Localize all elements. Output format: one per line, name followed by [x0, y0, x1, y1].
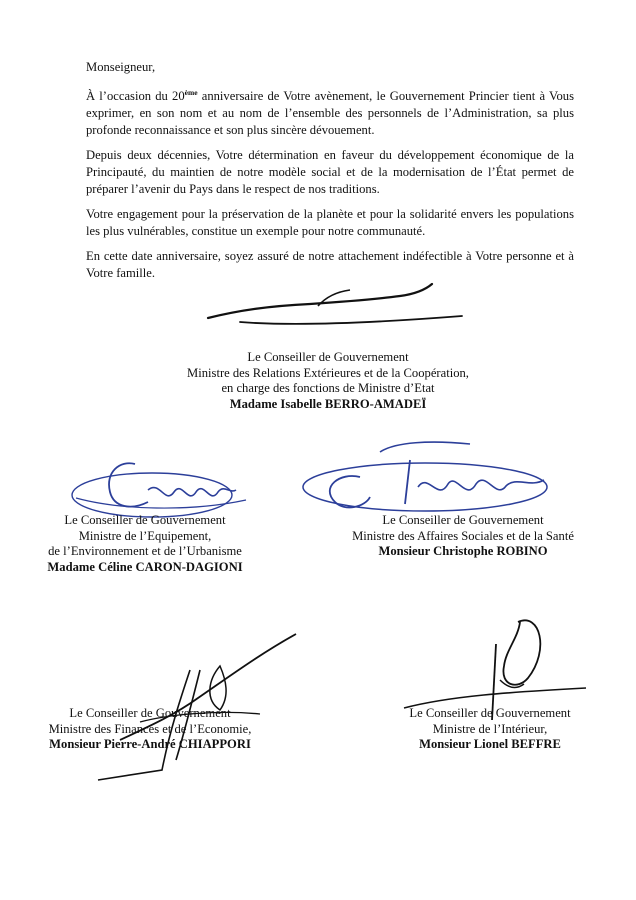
signatory-role: en charge des fonctions de Ministre d’Etat — [221, 381, 435, 395]
paragraph-1-start: À l’occasion du 20 — [86, 89, 185, 103]
signatory-name: Madame Céline CARON-DAGIONI — [47, 559, 243, 574]
signatory-name: Monsieur Pierre-André CHIAPPORI — [49, 737, 251, 751]
signatory-ministry: Ministre de l’Equipement, — [78, 528, 212, 543]
paragraph-1-rest: anniversaire de Votre avènement, le Gouvernement Princier tient à Vous exprimer, en son nom et au nom de l’ensemble des personnels de l’Administration, sa plus profonde reconnaissance et son plus sincère dévouement. — [86, 89, 574, 137]
signatory-caron — [40, 513, 250, 575]
signatory-name: Monsieur Christophe ROBINO — [378, 544, 548, 558]
signatory-chiappori — [40, 706, 260, 753]
paragraph-3: Votre engagement pour la préservation de la planète et pour la solidarité envers les populations les plus vulnérables, constitue un exemple pour notre communauté. — [86, 207, 574, 238]
signatory-ministry: Ministre des Finances et de l’Economie, — [48, 721, 252, 736]
paragraph-2: Depuis deux décennies, Votre détermination en faveur du développement économique de la Principauté, du maintien de notre modèle social et de la modernisation de l’État permet de préparer l’avenir du Pays dans le respect de nos traditions. — [86, 148, 574, 196]
signatory-berro — [168, 350, 488, 412]
paragraph-4: En cette date anniversaire, soyez assuré de notre attachement indéfectible à Votre personne et à Votre famille. — [86, 249, 574, 280]
signatory-title: Le Conseiller de Gouvernement — [382, 513, 544, 527]
signatory-title: Le Conseiller de Gouvernement — [64, 513, 226, 527]
letter-body — [86, 59, 574, 290]
signatory-name: Madame Isabelle BERRO-AMADEÏ — [229, 396, 427, 411]
signatory-title: Le Conseiller de Gouvernement — [247, 350, 409, 364]
ordinal-suffix: ème — [184, 88, 198, 97]
signatory-ministry: Ministre des Relations Extérieures et de la Coopération, — [187, 365, 469, 380]
signatory-title: Le Conseiller de Gouvernement — [69, 706, 231, 720]
paragraph-1 — [86, 88, 574, 139]
signatory-name: Monsieur Lionel BEFFRE — [419, 737, 561, 751]
signatory-beffre — [380, 706, 600, 753]
signatory-ministry: Ministre des Affaires Sociales et de la Santé — [352, 528, 574, 543]
signatory-ministry-cont: de l’Environnement et de l’Urbanisme — [48, 544, 242, 558]
signatory-title: Le Conseiller de Gouvernement — [409, 706, 571, 720]
signatory-robino — [308, 513, 618, 560]
signatory-ministry: Ministre de l’Intérieur, — [432, 721, 548, 736]
salutation: Monseigneur, — [86, 60, 156, 74]
signature-berro — [200, 280, 470, 340]
